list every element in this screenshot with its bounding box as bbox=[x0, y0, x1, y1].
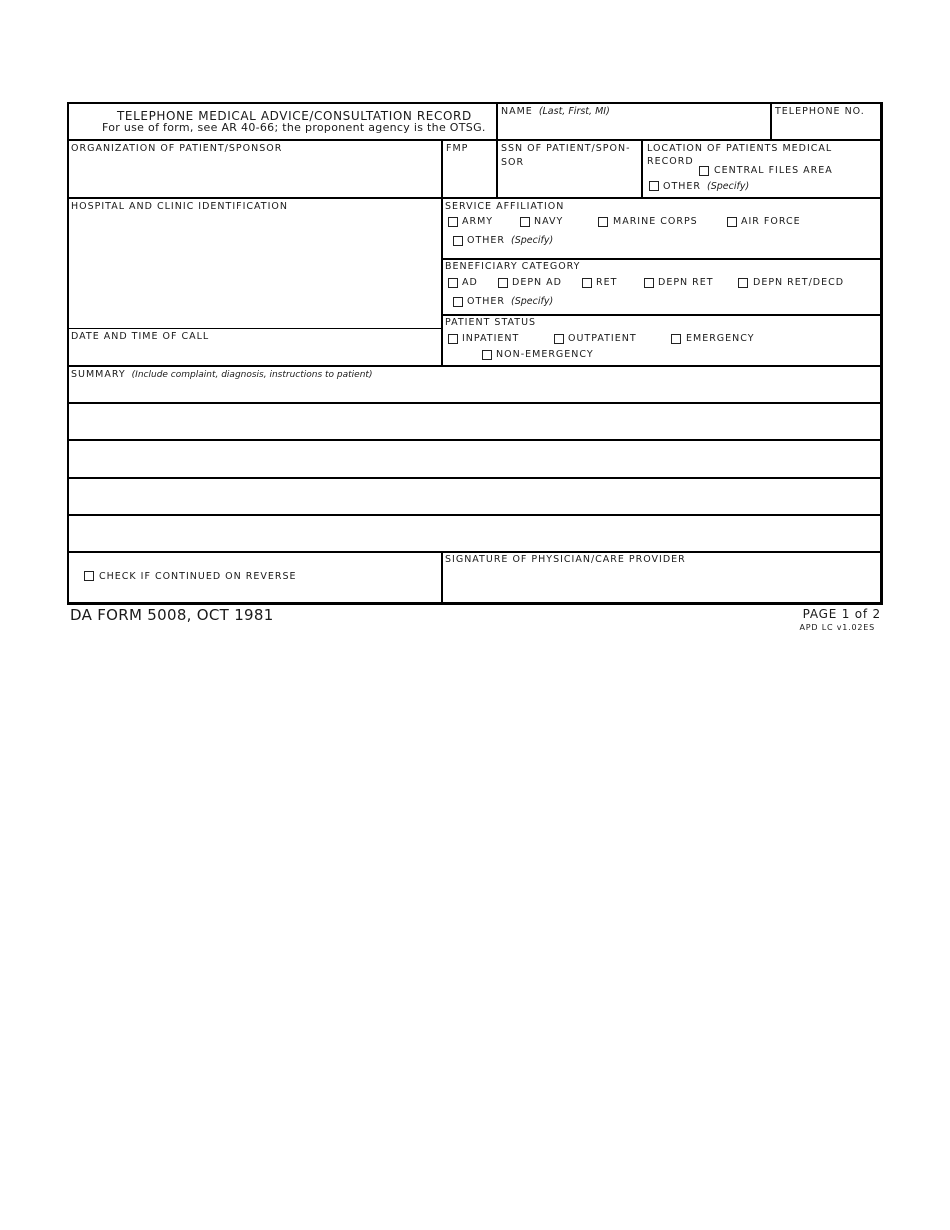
hospital-field[interactable]: HOSPITAL AND CLINIC IDENTIFICATION bbox=[71, 201, 288, 212]
form-border-top bbox=[67, 102, 883, 104]
marine-corps-label: MARINE CORPS bbox=[613, 216, 698, 227]
organization-field[interactable]: ORGANIZATION OF PATIENT/SPONSOR bbox=[71, 143, 283, 154]
rule bbox=[442, 314, 883, 316]
signature-field[interactable]: SIGNATURE OF PHYSICIAN/CARE PROVIDER bbox=[445, 554, 686, 565]
depn-ad-checkbox[interactable] bbox=[498, 278, 508, 288]
location-other-field[interactable] bbox=[663, 181, 749, 193]
service-other-label: OTHER bbox=[467, 235, 506, 246]
location-other-checkbox[interactable] bbox=[649, 181, 659, 191]
specify-hint: (Specify) bbox=[707, 181, 750, 192]
summary-label-row bbox=[71, 369, 372, 381]
beneficiary-other-checkbox[interactable] bbox=[453, 297, 463, 307]
name-label: NAME bbox=[501, 106, 533, 117]
location-label-1: LOCATION OF PATIENTS MEDICAL bbox=[647, 143, 833, 154]
location-other-label: OTHER bbox=[663, 181, 702, 192]
central-files-checkbox[interactable] bbox=[699, 166, 709, 176]
patient-status-label: PATIENT STATUS bbox=[445, 317, 537, 328]
beneficiary-other-label: OTHER bbox=[467, 296, 506, 307]
depn-ret-checkbox[interactable] bbox=[644, 278, 654, 288]
ret-checkbox[interactable] bbox=[582, 278, 592, 288]
outpatient-label: OUTPATIENT bbox=[568, 333, 637, 344]
air-force-label: AIR FORCE bbox=[741, 216, 801, 227]
inpatient-checkbox[interactable] bbox=[448, 334, 458, 344]
rule bbox=[67, 197, 883, 199]
depn-ret-decd-checkbox[interactable] bbox=[738, 278, 748, 288]
location-label-2: RECORD bbox=[647, 156, 694, 167]
beneficiary-other-field[interactable] bbox=[467, 296, 553, 308]
rule bbox=[496, 102, 498, 197]
rule bbox=[770, 102, 772, 140]
fmp-field[interactable]: FMP bbox=[446, 143, 469, 154]
form-title: TELEPHONE MEDICAL ADVICE/CONSULTATION RECORD bbox=[117, 109, 472, 123]
depn-ad-label: DEPN AD bbox=[512, 277, 562, 288]
rule bbox=[67, 328, 442, 329]
rule bbox=[441, 140, 443, 366]
summary-line-2[interactable] bbox=[69, 441, 880, 477]
name-field[interactable] bbox=[501, 106, 610, 118]
rule bbox=[641, 140, 643, 198]
continued-label: CHECK IF CONTINUED ON REVERSE bbox=[99, 571, 297, 582]
form-id: DA FORM 5008, OCT 1981 bbox=[70, 606, 274, 624]
non-emergency-label: NON-EMERGENCY bbox=[496, 349, 594, 360]
form-border-bottom bbox=[67, 602, 883, 605]
army-checkbox[interactable] bbox=[448, 217, 458, 227]
army-label: ARMY bbox=[462, 216, 494, 227]
service-other-checkbox[interactable] bbox=[453, 236, 463, 246]
name-hint: (Last, First, MI) bbox=[538, 106, 610, 117]
air-force-checkbox[interactable] bbox=[727, 217, 737, 227]
specify-hint: (Specify) bbox=[511, 296, 554, 307]
outpatient-checkbox[interactable] bbox=[554, 334, 564, 344]
version-label: APD LC v1.02ES bbox=[799, 623, 875, 632]
summary-line-3[interactable] bbox=[69, 479, 880, 514]
medical-advice-form bbox=[67, 102, 883, 605]
date-time-field[interactable]: DATE AND TIME OF CALL bbox=[71, 331, 210, 342]
emergency-label: EMERGENCY bbox=[686, 333, 755, 344]
telephone-field[interactable]: TELEPHONE NO. bbox=[775, 106, 865, 117]
rule bbox=[442, 258, 883, 260]
service-affiliation-label: SERVICE AFFILIATION bbox=[445, 201, 565, 212]
summary-label: SUMMARY bbox=[71, 369, 126, 380]
rule bbox=[67, 139, 883, 141]
rule bbox=[67, 551, 883, 553]
ssn-field-label-2: SOR bbox=[501, 157, 525, 168]
page-number: PAGE 1 of 2 bbox=[802, 607, 881, 621]
rule bbox=[67, 365, 883, 367]
specify-hint: (Specify) bbox=[511, 235, 554, 246]
form-subtitle: For use of form, see AR 40-66; the proponent agency is the OTSG. bbox=[102, 121, 486, 134]
service-other-field[interactable] bbox=[467, 235, 553, 247]
central-files-label: CENTRAL FILES AREA bbox=[714, 165, 833, 176]
ret-label: RET bbox=[596, 277, 618, 288]
ssn-field-label-1[interactable]: SSN OF PATIENT/SPON- bbox=[501, 143, 631, 154]
summary-line-4[interactable] bbox=[69, 516, 880, 551]
navy-label: NAVY bbox=[534, 216, 564, 227]
summary-hint: (Include complaint, diagnosis, instructions to patient) bbox=[131, 370, 373, 380]
continued-checkbox[interactable] bbox=[84, 571, 94, 581]
depn-ret-label: DEPN RET bbox=[658, 277, 714, 288]
rule bbox=[441, 552, 443, 604]
ad-label: AD bbox=[462, 277, 478, 288]
navy-checkbox[interactable] bbox=[520, 217, 530, 227]
depn-ret-decd-label: DEPN RET/DECD bbox=[753, 277, 845, 288]
non-emergency-checkbox[interactable] bbox=[482, 350, 492, 360]
ad-checkbox[interactable] bbox=[448, 278, 458, 288]
summary-line-1[interactable] bbox=[69, 404, 880, 439]
emergency-checkbox[interactable] bbox=[671, 334, 681, 344]
form-border-right bbox=[880, 102, 883, 605]
inpatient-label: INPATIENT bbox=[462, 333, 520, 344]
marine-corps-checkbox[interactable] bbox=[598, 217, 608, 227]
beneficiary-category-label: BENEFICIARY CATEGORY bbox=[445, 261, 581, 272]
